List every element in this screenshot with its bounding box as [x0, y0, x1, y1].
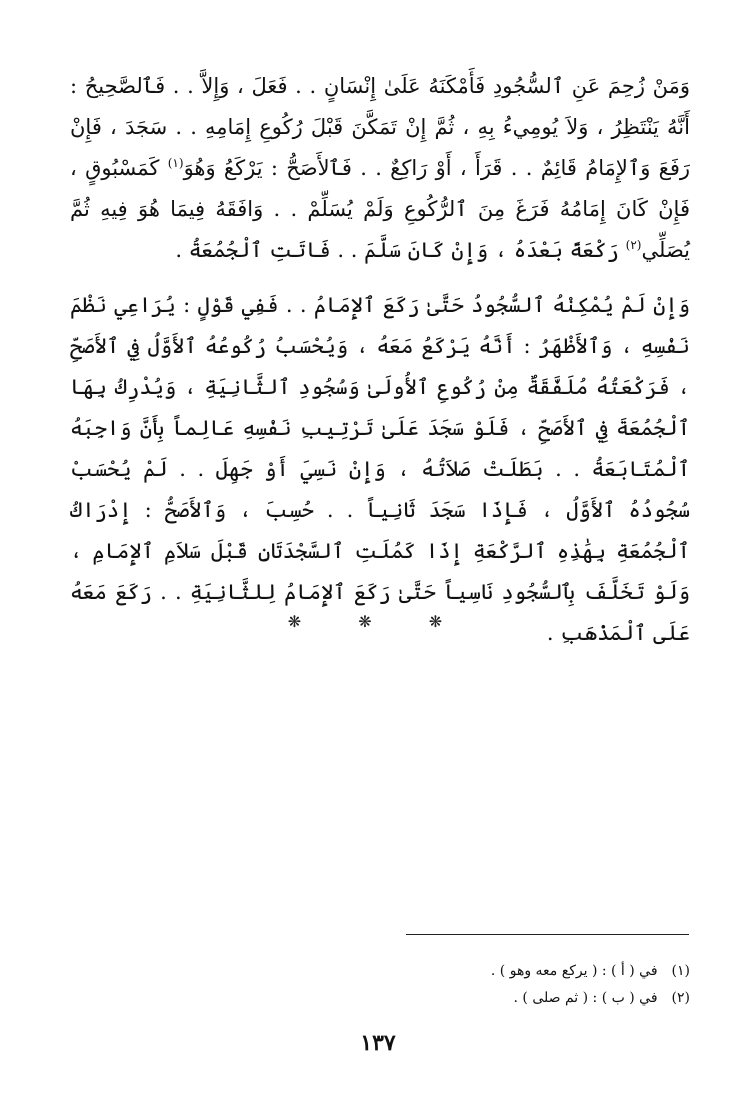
footnote-1-number: (١): [671, 963, 690, 979]
footnote-1: [330, 958, 690, 985]
main-text: [70, 66, 690, 654]
footnote-2-number: (٢): [671, 990, 690, 1006]
footnote-2-text: في ( ب ) : ( ثم صلى ) .: [513, 990, 658, 1006]
footnote-1-text: في ( أ ) : ( يركع معه وهو ) .: [490, 963, 658, 979]
footnote-ref-2: (٢): [625, 238, 642, 252]
paragraph-1-part-1: وَمَنْ زُحِمَ عَنِ ٱلسُّجُودِ فَأَمْكَنَهُ عَلَىٰ إِنْسَانٍ . . فَعَلَ ، وَإِلاَّ . . فَٱلصَّحِيحُ : أَنَّهُ يَنْتَظِرُ ، وَلاَ يُومِيءُ بِهِ ، ثُمَّ إِنْ تَمَكَّنَ قَبْلَ رُكُوعِ إِمَامِهِ . . سَجَدَ ، فَإِنْ رَفَعَ وَٱلإِمَامُ قَائِمٌ . . قَرَأَ ، أَوْ رَاكِعٌ . . فَٱلأَصَحُّ : يَرْكَعُ وَهُوَ: [70, 74, 690, 180]
paragraph-1: [70, 66, 690, 271]
paragraph-1-part-3: رَكْعَةً بَعْدَهُ ، وَإِنْ كَانَ سَلَّمَ . . فَاتَتِ ٱلْجُمُعَةُ .: [175, 238, 626, 262]
footnote-2: [330, 985, 690, 1012]
footnote-ref-1: (١): [167, 156, 184, 170]
paragraph-1-part-2: كَمَسْبُوقٍ ، فَإِنْ كَانَ إِمَامُهُ فَرَغَ مِنَ ٱلرُّكُوعِ وَلَمْ يُسَلِّمْ . . وَافَقَهُ فِيمَا هُوَ فِيهِ ثُمَّ يُصَلِّي: [70, 156, 690, 262]
page-number: ١٣٧: [360, 1030, 396, 1056]
paragraph-2: وَإِنْ لَمْ يُمْكِنْهُ ٱلسُّجُودُ حَتَّىٰ رَكَعَ ٱلإِمَامُ . . فَفِي قَوْلٍ : يُرَاعِي نَظْمَ نَفْسِهِ ، وَٱلأَظْهَرُ : أَنَّهُ يَرْكَعُ مَعَهُ ، وَيُحْسَبُ رُكُوعُهُ ٱلأَوَّلُ فِي ٱلأَصَحِّ ، فَرَكْعَتُهُ مُلَفَّقَةٌ مِنْ رُكُوعِ ٱلأُولَىٰ وَسُجُودِ ٱلثَّانِيَةِ ، وَيُدْرِكُ بِهَا ٱلْجُمُعَةَ فِي ٱلأَصَحِّ ، فَلَوْ سَجَدَ عَلَىٰ تَرْتِيبِ نَفْسِهِ عَالِماً بِأَنَّ وَاجِبَهُ ٱلْمُتَابَعَةُ . . بَطَلَتْ صَلاَتُهُ ، وَإِنْ نَسِيَ أَوْ جَهِلَ . . لَمْ يُحْسَبْ سُجُودُهُ ٱلأَوَّلُ ، فَإِذَا سَجَدَ ثَانِياً . . حُسِبَ ، وَٱلأَصَحُّ : إِدْرَاكُ ٱلْجُمُعَةِ بِهَٰذِهِ ٱلرَّكْعَةِ إِذَا كَمُلَتِ ٱلسَّجْدَتَانِ قَبْلَ سَلاَمِ ٱلإِمَامِ ، وَلَوْ تَخَلَّفَ بِٱلسُّجُودِ نَاسِياً حَتَّىٰ رَكَعَ ٱلإِمَامُ لِلثَّانِيَةِ . . رَكَعَ مَعَهُ عَلَى ٱلْمَذْهَبِ .: [70, 293, 690, 645]
footnotes: [330, 958, 690, 1012]
section-separator: ❋ ❋ ❋: [287, 612, 469, 631]
footnote-divider: [406, 934, 689, 935]
